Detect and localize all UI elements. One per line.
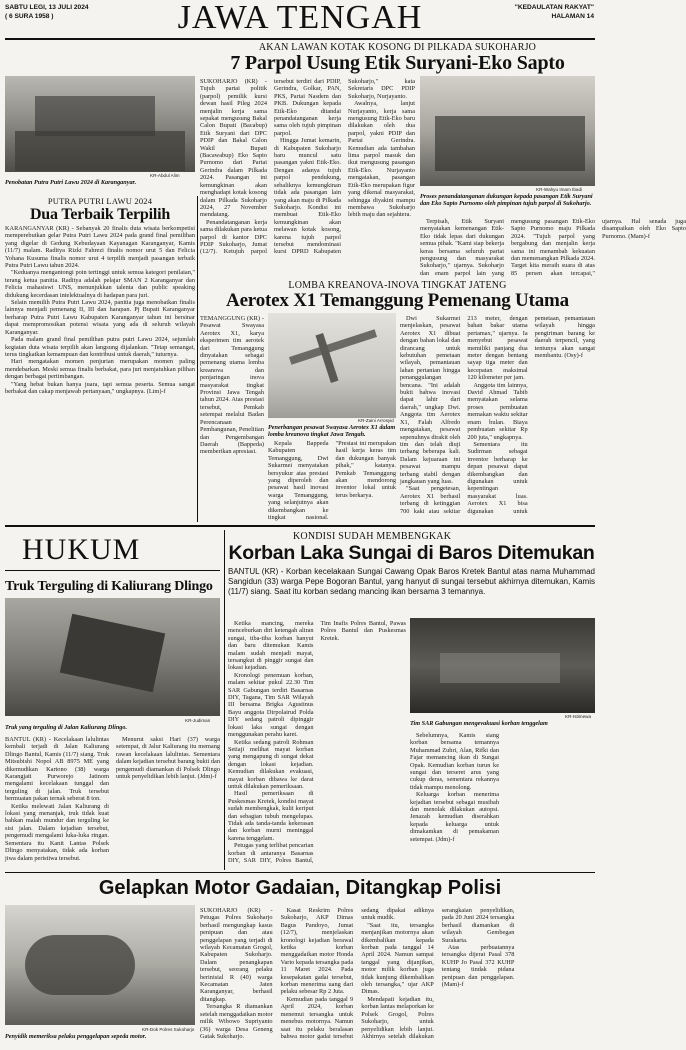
story3-para: "Saat pengetesan, Aerotex X1 berhasil terbang di ketinggian 700 kaki atau sekitar 213 meter, dengan bahan bakar utama pertamax," ujarnya. Ia menyebut pesawat memiliki panjang dua meter dengan bentang sayap tiga meter dan kecepatan maksimal 120 kilometer per jam.	[400, 315, 528, 515]
story4-body-right	[410, 732, 595, 870]
hukum-sub-headline: Truk Terguling di Kaliurang Dlingo	[5, 579, 213, 594]
story2-para: Hari mengatakan momen penjurian merupakan momen paling mendebarkan. Meski semua finalis berbakat, para juri menjatuhkan pilihan dengan berbagai pertimbangan.	[5, 358, 195, 381]
story3-body-right	[400, 315, 595, 522]
story1-photo-left-caption: Penobatan Putra Putri Lawu 2024 di Karanganyar.	[5, 179, 137, 186]
story3-para: Kepala Bappeda Kabupaten Temanggung, Dwi Sukarmei menyatakan bersyukur atas prestasi yang diperoleh dan pesawat hasil inovasi warga Temanggung, yang selanjutnya akan dikembangkan ke tingkat nasional. "Prestasi ini merupakan hasil kerja keras tim dan dukungan banyak pihak," katanya. Pemkab Temanggung akan mendorong inventor lokal untuk terus berkarya.	[268, 440, 396, 522]
story1-photo-right-caption: Proses penandatanganan dukungan kepada pasangan Etik Suryani dan Eko Sapto Purnomo oleh pimpinan tujuh parpol di Sukoharjo.	[420, 193, 593, 208]
story3-kicker: LOMBA KREANOVA-INOVA TINGKAT JATENG	[288, 280, 507, 291]
story3-photo-caption: Penerbangan pesawat Swayasa Aerotex X1 dalam lomba kreanova tingkat Jawa Tengah.	[268, 424, 396, 439]
story4-photo-caption: Tim SAR Gabungan mengevakuasi korban tenggelam	[410, 720, 548, 727]
masthead-page: HALAMAN 14	[551, 13, 594, 20]
story3-para: Anggota tim lainnya, David Ahmad Tabib menyatakan selama proses pembuatan memakan waktu sekitar enam bulan. Biaya pembuatan sekitar Rp 200 juta," ungkapnya.	[467, 381, 528, 441]
story1-para: Penandatanganan kerja sama dilakukan para ketua parpol di kantor DPC PDIP Sukoharjo, Jumat (12/7). Ketujuh parpol tersebut terdiri dari PDIP, Gerindra, Golkar, PAN, PKS, Partai Nasdem dan PKB. Dukungan kepada Etik-Eko ditandai penandatanganan kerja sama oleh tujuh pimpinan parpol.	[200, 78, 341, 256]
story4-para: Ketika mancing, mereka menceburkan diri ketengah aliran sungai, tiba-tiba korban hanyut dan baru ditemukan Kamis malam sudah menjadi mayat, tersangkut di pinggir sungai dan lokasi kejadian.	[228, 620, 314, 672]
story4-para: Petugas yang terlibat pencarian korban di antaranya Basarnas DIY, SAR DIY, Polres Bantul, Tim Inafis Polres Bantul, Pawas Polres Bantul dan Puskesmas Kretek.	[228, 620, 406, 864]
story4-para: Ketika sedang patroli Rohman Setiaji melihat mayat korban yang mengapung di sungai dekat dengan lokasi kejadian. Kemudian dilakukan evakuasi, mayat korban dibawa ke darat untuk dilakukan pemeriksaan.	[228, 738, 314, 790]
story5-para: SUKOHARJO (KR) - Petugas Polres Sukoharjo berhasil mengungkap kasus penipuan dan atau penggelapan yang terjadi di wilayah Kecamatan Grogol, Kabupaten Sukoharjo. Dalam penangkapan tersebut, seorang pelaku berinisial R (40) warga Kecamatan Jaten Karanganyar, berhasil ditangkap.	[200, 907, 273, 1003]
story1-para: Hingga Jumat kemarin, di Kabupaten Sukoharjo baru muncul satu pasangan yakni Etik-Eko. Dengan adanya tujuh parpol pendukung, sebaliknya kemungkinan tidak ada pasangan lain yang akan maju di Pilkada Sukoharjo. Kondisi ini membuat Etik-Eko kemungkinan akan melawan kotak kosong, karena tujuh parpol tersebut mendominasi kursi DPRD Kabupaten Sukoharjo," kata Sekretaris DPC PDIP Sukoharjo, Nurjayanto.	[274, 78, 415, 256]
story1-headline: 7 Parpol Usung Etik Suryani-Eko Sapto	[230, 52, 565, 74]
story1-para: Terpisah, Etik Suryani menyatakan kemenangan Etik-Eko tidak lepas dari dukungan semua pihak. "Kami siap bekerja keras bersama seluruh partai pengusung dan masyarakat Sukoharjo," ujarnya. Sukoharjo dan enam parpol lain yang mengusung pasangan Etik-Eko Sapto Purnomo maju Pilkada 2024. "Tujuh parpol yang bergabung dan menjalin kerja sama ini menambah kekuatan dan memenangkan Pilkada 2024. Target kita meraih suara di atas 85 persen akan tercapai," ujarnya. Hal senada juga disampaikan oleh Eko Sapto Purnomo. (Mam)-f	[420, 218, 686, 277]
story5-para: "Saat itu, tersangka menjanjikan motornya akan dikembalikan kepada korban pada tanggal 14 April 2024. Namun sampai tanggal yang dijanjikan, motor milik korban juga tidak kunjung dikembalikan oleh tersangka," ujar AKP Dimas.	[361, 921, 434, 996]
story5-photo-credit: KR-Dok Polres Sukoharjo	[142, 1027, 195, 1032]
story2-para: Pada malam grand final pemilihan putra putri Lawu 2024, sejumlah kegiatan duta wisata terpilih akan langsung dijalankan. "Tetap semangat, terus tingkatkan kemampuan dan kontribusi untuk daerah," tuturnya.	[5, 336, 195, 358]
story4-para: Sebelumnya, Kamis siang korban bersama temannya Muhammad Zuhri, Alan, Rifki dan Fajar memancing ikan di Sungai Opak. Kemudian korban turun ke sungai dan terseret arus yang cukup deras, sementara rekannya tidak mampu menolong.	[410, 732, 499, 791]
masthead-date-jawa: ( 6 SURA 1958 )	[5, 13, 54, 20]
story2-para: Selain memilih Putra Putri Lawu 2024, panitia juga menobatkan finalis lainnya menjadi pemenang II, III dan harapan. Pj Bupati Karanganyar berharap Putra Putri Lawu Kabupaten Karanganyar tahun ini bersinar dapat mempromosikan potensi wisata yang ada di seluruh wilayah Karanganyar.	[5, 299, 195, 336]
column-divider	[197, 196, 198, 522]
story2-para: "Keduanya mengantongi poin tertinggi untuk semua kategori penilaian," terang ketua panitia. Raditya adalah pelajar SMAN 2 Karanganyar dan Felicia mahasiswi UNS, menunjukkan talenta dan public speaking didukung kecerdasan intelektualnya di hadapan para juri.	[5, 269, 195, 299]
section-rule	[5, 872, 595, 873]
story4-para: Hasil pemeriksaan di Puskesmas Kretek, kondisi mayat sudah membengkak, kulit keriput dan sebagian tubuh mengelupas. Tidak ada tanda-tanda kekerasan dan korban murni meninggal karena tenggelam.	[228, 790, 314, 842]
story4-kicker: KONDISI SUDAH MEMBENGKAK	[293, 531, 452, 542]
story5-photo-caption: Penyidik memeriksa pelaku penggelapan sepeda motor.	[5, 1033, 147, 1040]
hukum-photo-credit: KR-Judiman	[185, 718, 211, 723]
hukum-body	[5, 736, 220, 869]
story2-kicker: PUTRA PUTRI LAWU 2024	[47, 196, 153, 206]
story1-body-end	[420, 218, 686, 280]
hukum-para: BANTUL (KR) - Kecelakaan lalulintas kembali terjadi di Jalan Kaliurang Dlingo Bantul, Kamis (11/7) siang. Truk Mitsubishi Nopol AB 8975 ME yang dikemudikan Kartono (38) warga Karangjati Purworejo Jatinom mengalami kecelakaan tunggal dan terguling di jalan. Truk tersebut bermuatan pakan ternak seberat 8 ton.	[5, 736, 109, 803]
column-divider	[224, 530, 225, 870]
hukum-rule	[5, 570, 220, 571]
story3-body-col1	[200, 315, 264, 520]
story5-body	[200, 907, 595, 1043]
masthead-title: JAWA TENGAH	[177, 0, 423, 36]
section-rule	[5, 525, 595, 527]
story4-body-left	[228, 620, 406, 870]
story4-photo-credit: KR-Istimewa	[565, 714, 592, 719]
masthead-date: SABTU LEGI, 13 JULI 2024	[5, 4, 89, 11]
story4-photo	[410, 618, 595, 713]
story4-para: Kronologi penemuan korban, malam sekitar pukul 22.30 Tim SAR Gabungan terdiri Basarnas DIY, Tagana, Tim SAR Wilayah III bersama Brigka Agustinus Bayu anggota Dirpolairud Polda DIY sedang patroli dipinggir lokasi laka sungai dengan menggunakan perahu karet.	[228, 671, 314, 739]
hukum-para: Menurut saksi Hari (37) warga setempat, di Jalur Kaliurang itu memang rawan kecelakaan lalulintas. Sementara dalam kejadian tersebut barang bukti dan pengemudi diamankan di Polsek Dlingo untuk penyelidikan lebih lanjut. (Jdm)-f	[116, 736, 220, 781]
masthead-slogan: "KEDAULATAN RAKYAT"	[514, 4, 594, 11]
hukum-photo	[5, 598, 220, 716]
story2-headline: Dua Terbaik Terpilih	[29, 206, 171, 223]
hukum-para: Ketika melewati Jalan Kaliurang di lokasi yang menanjak, truk tidak kuat bahkan malah mundur dan terguling ke sisi jalan. Dalam kejadian tersebut, pengemudi mengalami luka-luka ringan. Sementara itu Kanit Lantas Polsek Dlingo menyatakan, tidak ada korban jiwa dalam peristiwa tersebut.	[5, 802, 109, 862]
story1-photo-right-credit: KR-Wahyu Imam Ibadi	[536, 187, 583, 192]
story1-photo-left	[5, 76, 195, 172]
story4-para: Keluarga korban menerima kejadian tersebut sebagai musibah dan menolak dilakukan autopsi. Jenazah kemudian diserahkan kepada keluarga untuk dimakamkan di pemakaman setempat. (Jdm)-f	[410, 791, 499, 843]
story4-headline: Korban Laka Sungai di Baros Ditemukan	[228, 542, 595, 564]
story5-para: Mendapati kejadian itu, korban lantas melaporkan ke Polsek Grogol, Polres Sukoharjo, untuk penyelidikan lebih lanjut. Akhirnya setelah dilakukan serangkaian penyelidikan, pada 20 Juni 2024 tersangka berhasil diamankan di wilayah Gembegan Surakarta.	[361, 907, 515, 1040]
story1-para: Awalnya, lanjut Nurjayanto, kerja sama mengusung Etik-Eko baru dilakukan oleh dua parpol, yakni PDIP dan Partai Gerindra. Kemudian ada tambahan lima parpol masuk dan ikut mengusung pasangan Etik-Eko. Nurjayanto mengatakan, pasangan Etik-Eko merupakan figur yang dikenal masyarakat, sehingga diyakini mampu membawa Sukoharjo lebih maju dan sejahtera.	[348, 100, 415, 219]
story5-para: Tersangka R diamankan setelah menggadaikan motor milik Wibowo Supriyanto (36) warga Desa Geneng Gatak Sukoharjo.	[200, 1003, 273, 1040]
story1-photo-right	[420, 76, 595, 186]
story3-photo-credit: KR-Zaini Arrosyid	[358, 418, 394, 423]
story5-para: Atas perbuatannya tersangka dijerat Pasal 378 KUHP Jo Pasal 372 KUHP tentang tindak pidana penipuan dan penggelapan. (Mam)-f	[441, 944, 515, 989]
story3-para: Dwi Sukarmei menjelaskan, pesawat Aerotex X1 dibuat dengan bahan lokal dan dirancang untuk kebutuhan pemetaan wilayah, pemantauan lahan pertanian hingga penanggulangan bencana. "Ini adalah bukti bahwa inovasi dapat lahir dari daerah," ungkap Dwi. Anggota tim Aerotex X1, Falah Alfredo mengatakan, pesawat sepenuhnya dirakit oleh tim dan telah diuji terbang beberapa kali. Dalam kejuaraan ini pesawat mampu terbang stabil dengan jangkauan yang luas.	[400, 315, 461, 485]
story5-para: Kemudian pada tanggal 9 April 2024, korban menemui tersangka untuk menebus motornya. Namun saat itu pelaku beralasan bahwa motor gadai tersebut sedang dipakai adiknya untuk mudik.	[280, 907, 434, 1040]
story3-para: TEMANGGUNG (KR) - Pesawat Swayasa Aerotex X1, karya eksperimen tim aerotek dari Temanggung dinyatakan sebagai pemenang utama lomba kreanova dan penjaringan inova masyarakat tingkat Provinsi Jawa Tengah tahun 2024. Atas prestasi tersebut, Pemkab setempat melalui Badan Perencanaan Pembangunan, Penelitian dan Pengembangan Daerah (Bappeda) memberikan apresiasi.	[200, 315, 265, 456]
story4-lead: BANTUL (KR) - Korban kecelakaan Sungai Cawang Opak Baros Kretek Bantul atas nama Muhammad Sangidun (33) warga Pepe Bogoran Bantul, yang hanyut di sungai tersebut akhirnya ditemukan, Kamis (11/7) siang. Saat itu korban sedang mancing ikan bersama 3 temannya.	[228, 567, 595, 596]
story5-photo	[5, 905, 195, 1025]
story2-body	[5, 225, 195, 521]
story2-para: KARANGANYAR (KR) - Sebanyak 20 finalis duta wisata berkompetisi memperebutkan gelar Putra Putri Lawu 2024 pada grand final pemilihan yang digelar di Gedung Kebudayaan Kayanagan Karanganyar, Kamis (11/7) malam. Raditya Rizki Fahrezi finalis nomor urut 5 dan Felicia Yohana Kusuma finalis nomor urut 4 terpilih menjadi pasangan terbaik Putra Putri Lawu tahun 2024.	[5, 225, 195, 270]
story3-photo	[268, 313, 396, 418]
story1-photo-left-credit: KR-Abdul Alim	[150, 173, 180, 178]
story3-para: Sementara itu Sudirman sebagai inventor berharap ke depan pesawat dapat dikembangkan dan digunakan untuk kepentingan masyarakat luas. Aerotex X1 bisa digunakan untuk pemetaan, pemantauan wilayah hingga pengiriman barang ke daerah terpencil, yang tentunya akan sangat membantu. (Osy)-f	[467, 315, 595, 515]
story2-para: "Yang hebat bukan hanya juara, tapi semua peserta. Semua sangat berbakat dan cakap menjawab pertanyaan," ungkapnya. (Lim)-f	[5, 380, 195, 395]
hukum-photo-caption: Truk yang terguling di Jalan Kaliurang Dlingo.	[5, 724, 128, 731]
story3-body-col2	[268, 440, 396, 522]
story1-kicker: AKAN LAWAN KOTAK KOSONG DI PILKADA SUKOHARJO	[258, 42, 537, 53]
masthead-rule	[5, 38, 595, 40]
hukum-section-label: HUKUM	[22, 533, 141, 566]
story5-headline: Gelapkan Motor Gadaian, Ditangkap Polisi	[98, 877, 502, 899]
story5-para: Kasat Reskrim Polres Sukoharjo, AKP Dimas Bagus Pandoyo, Jumat (12/7), menjelaskan kronologi kejadian berawal ketika korban menggadaikan motor Honda Vario kepada tersangka pada 11 Maret 2024. Pada kesepakatan gadai tersebut, korban menerima uang dari pelaku sebesar Rp 2 Juta.	[280, 907, 354, 996]
story1-body	[200, 78, 415, 261]
story1-para: SUKOHARJO (KR) - Tujuh partai politik (parpol) pemilik kursi dewan hasil Pileg 2024 menjalin kerja sama sepakat mengusung Bakal Calon Bupati (Bacabup) Etik Suryani dari DPC PDIP dan Bakal Calon Wakil Bupati (Bacawabup) Eko Sapto Purnomo dari Partai Gerindra dalam Pilkada 2024. Pasangan ini kemungkinan akan menghadapi kotak kosong dalam Pilkada Sukoharjo 2024, 27 November mendatang.	[200, 78, 267, 219]
story3-headline: Aerotex X1 Temanggung Pemenang Utama	[226, 290, 569, 311]
